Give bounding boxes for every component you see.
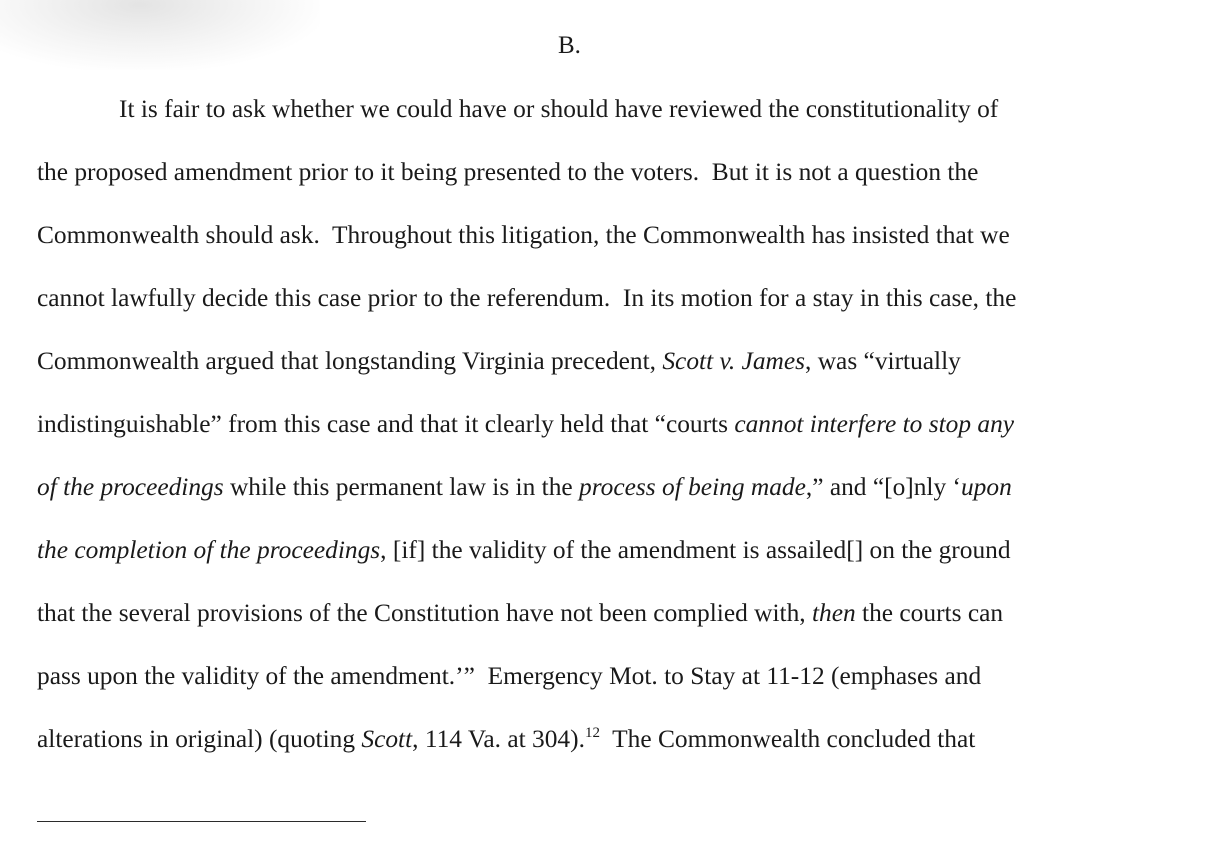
text-run: the courts can: [855, 599, 1004, 627]
footnote-separator: [37, 821, 366, 822]
italic-text: cannot interfere to stop any: [734, 410, 1015, 438]
text-line: [37, 723, 975, 755]
italic-text: of the proceedings: [37, 473, 224, 501]
text-line: [37, 408, 1014, 440]
text-run: , was “virtually: [805, 347, 961, 375]
footnote-marker: 12: [584, 725, 600, 741]
text-run: Commonwealth argued that longstanding Virginia precedent,: [37, 347, 663, 375]
italic-text: process of being made: [579, 473, 806, 501]
section-heading: B.: [558, 32, 581, 59]
text-run: while this permanent law is in the: [223, 473, 580, 501]
text-line: [37, 282, 1016, 314]
text-run: , [if] the validity of the amendment is assailed[] on the ground: [380, 536, 1011, 564]
shadow-smudge: [0, 0, 320, 70]
text-line: [119, 93, 998, 125]
text-run: cannot lawfully decide this case prior to the referendum. In its motion for a stay in this case, the: [37, 284, 1017, 312]
text-run: pass upon the validity of the amendment.’” Emergency Mot. to Stay at 11-12 (emphases and: [37, 662, 982, 690]
text-line: [37, 660, 981, 692]
text-run: It is fair to ask whether we could have or should have reviewed the constitutionality of: [119, 95, 999, 123]
italic-text: the completion of the proceedings: [37, 536, 381, 564]
text-run: alterations in original) (quoting: [37, 725, 362, 753]
text-line: [37, 471, 1012, 503]
italic-text: Scott: [361, 725, 413, 753]
text-run: indistinguishable” from this case and that it clearly held that “courts: [37, 410, 735, 438]
text-line: [37, 597, 1003, 629]
italic-text: Scott v. James: [662, 347, 806, 375]
italic-text: then: [811, 599, 856, 627]
text-run: the proposed amendment prior to it being presented to the voters. But it is not a question the: [37, 158, 979, 186]
text-line: [37, 534, 1011, 566]
text-run: The Commonwealth concluded that: [599, 725, 976, 753]
text-line: [37, 219, 1010, 251]
text-run: , 114 Va. at 304).: [412, 725, 585, 753]
italic-text: upon: [960, 473, 1012, 501]
text-run: ,” and “[o]nly ‘: [805, 473, 961, 501]
text-line: [37, 345, 961, 377]
text-run: Commonwealth should ask. Throughout this litigation, the Commonwealth has insisted that we: [37, 221, 1010, 249]
text-line: [37, 156, 978, 188]
text-run: that the several provisions of the Constitution have not been complied with,: [37, 599, 812, 627]
